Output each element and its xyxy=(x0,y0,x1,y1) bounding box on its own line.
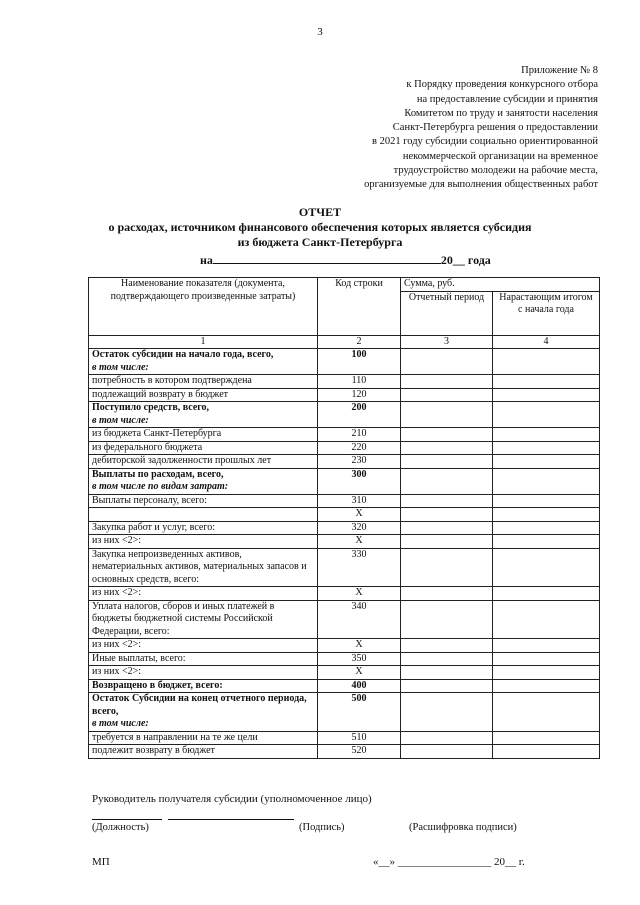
row-name-text: Закупка работ и услуг, всего: xyxy=(92,521,215,533)
row-name xyxy=(89,402,318,428)
annex-line: некоммерческой организации на временное xyxy=(402,150,598,162)
row-name xyxy=(89,455,318,469)
row-code: X xyxy=(318,535,401,549)
annex-block xyxy=(298,64,598,193)
table-row xyxy=(89,455,600,469)
row-cumulative-value xyxy=(493,349,600,375)
row-cumulative-value xyxy=(493,666,600,680)
row-reported-value xyxy=(401,535,493,549)
row-reported-value xyxy=(401,548,493,587)
row-reported-value xyxy=(401,693,493,732)
row-cumulative-value xyxy=(493,441,600,455)
row-code: 520 xyxy=(318,745,401,759)
report-period xyxy=(200,253,491,268)
row-cumulative-value xyxy=(493,548,600,587)
table-row xyxy=(89,548,600,587)
row-name-text: Остаток Субсидии на конец отчетного периода, всего, xyxy=(92,693,307,717)
row-code: X xyxy=(318,587,401,601)
row-cumulative-value xyxy=(493,388,600,402)
row-code: X xyxy=(318,508,401,522)
annex-line: на предоставление субсидии и принятия xyxy=(416,93,598,105)
row-cumulative-value xyxy=(493,402,600,428)
page-number: 3 xyxy=(317,26,323,38)
row-code: 300 xyxy=(318,468,401,494)
header-num-3: 3 xyxy=(401,335,493,349)
row-name xyxy=(89,468,318,494)
annex-line: Санкт-Петербурга решения о предоставлении xyxy=(392,122,598,134)
row-name xyxy=(89,652,318,666)
table-row xyxy=(89,375,600,389)
row-reported-value xyxy=(401,508,493,522)
row-name-text: из них <2>: xyxy=(92,639,142,650)
row-name-text: потребность в котором подтверждена xyxy=(92,375,252,386)
annex-line: к Порядку проведения конкурсного отбора xyxy=(406,79,598,91)
row-name-text: Поступило средств, всего, xyxy=(92,402,210,413)
row-name-text: Возвращено в бюджет, всего: xyxy=(92,679,223,691)
row-code: 210 xyxy=(318,428,401,442)
row-code: 400 xyxy=(318,679,401,693)
table-row xyxy=(89,600,600,639)
row-name xyxy=(89,731,318,745)
row-reported-value xyxy=(401,375,493,389)
row-code: X xyxy=(318,639,401,653)
row-reported-value xyxy=(401,468,493,494)
stamp-place: МП xyxy=(92,856,110,868)
row-code: 510 xyxy=(318,731,401,745)
position-line xyxy=(92,819,162,820)
row-code: 230 xyxy=(318,455,401,469)
row-cumulative-value xyxy=(493,468,600,494)
row-reported-value xyxy=(401,441,493,455)
row-cumulative-value xyxy=(493,375,600,389)
row-name xyxy=(89,388,318,402)
report-table xyxy=(88,277,600,759)
table-row xyxy=(89,587,600,601)
row-cumulative-value xyxy=(493,679,600,693)
row-name-text: дебиторской задолженности прошлых лет xyxy=(92,455,272,466)
header-num-4: 4 xyxy=(493,335,600,349)
row-code: 110 xyxy=(318,375,401,389)
row-name-text: из них <2>: xyxy=(92,666,142,677)
row-cumulative-value xyxy=(493,428,600,442)
row-name xyxy=(89,375,318,389)
position-caption: (Должность) xyxy=(92,822,149,833)
row-reported-value xyxy=(401,731,493,745)
row-name-text: из бюджета Санкт-Петербурга xyxy=(92,428,222,439)
row-cumulative-value xyxy=(493,693,600,732)
row-name xyxy=(89,745,318,759)
row-name xyxy=(89,600,318,639)
row-cumulative-value xyxy=(493,521,600,535)
sign-caption: (Подпись) xyxy=(299,822,345,833)
annex-line: организуемые для выполнения общественных работ xyxy=(364,179,598,191)
header-sum: Сумма, руб. xyxy=(401,278,600,292)
row-name-text: Остаток субсидии на начало года, всего, xyxy=(92,349,274,360)
row-name xyxy=(89,508,318,522)
annex-line: Приложение № 8 xyxy=(521,65,598,76)
row-reported-value xyxy=(401,349,493,375)
table-row xyxy=(89,535,600,549)
row-sub-text: в том числе: xyxy=(92,414,149,426)
table-row xyxy=(89,402,600,428)
row-cumulative-value xyxy=(493,494,600,508)
row-code: X xyxy=(318,666,401,680)
row-cumulative-value xyxy=(493,535,600,549)
row-name-text: Уплата налогов, сборов и иных платежей в бюджеты бюджетной системы Российской Федерации, всего: xyxy=(92,600,275,637)
table-row xyxy=(89,693,600,732)
period-suffix: 20__ года xyxy=(440,253,491,267)
row-name xyxy=(89,494,318,508)
row-cumulative-value xyxy=(493,745,600,759)
row-reported-value xyxy=(401,587,493,601)
row-code: 200 xyxy=(318,402,401,428)
row-name xyxy=(89,639,318,653)
table-row xyxy=(89,428,600,442)
table-row xyxy=(89,468,600,494)
row-reported-value xyxy=(401,455,493,469)
annex-line: трудоустройство молодежи на рабочие места, xyxy=(393,165,598,177)
table-row xyxy=(89,679,600,693)
row-cumulative-value xyxy=(493,639,600,653)
row-code: 120 xyxy=(318,388,401,402)
row-code: 340 xyxy=(318,600,401,639)
report-subtitle-1: о расходах, источником финансового обеспечения которых является субсидия xyxy=(108,220,532,234)
row-reported-value xyxy=(401,745,493,759)
row-name xyxy=(89,521,318,535)
row-reported-value xyxy=(401,666,493,680)
row-name xyxy=(89,666,318,680)
row-name-text: из них <2>: xyxy=(92,587,142,598)
table-row xyxy=(89,494,600,508)
row-code: 220 xyxy=(318,441,401,455)
annex-line: в 2021 году субсидии социально ориентированной xyxy=(372,136,598,148)
header-cumulative: Нарастающим итогом с начала года xyxy=(493,291,600,335)
row-code: 350 xyxy=(318,652,401,666)
row-reported-value xyxy=(401,402,493,428)
row-cumulative-value xyxy=(493,587,600,601)
row-sub-text: в том числе: xyxy=(92,361,149,373)
row-sub-text: в том числе: xyxy=(92,718,149,729)
report-title: ОТЧЕТ xyxy=(298,205,342,219)
row-cumulative-value xyxy=(493,455,600,469)
row-reported-value xyxy=(401,388,493,402)
row-reported-value xyxy=(401,428,493,442)
header-reported: Отчетный период xyxy=(401,291,493,335)
row-name-text: требуется в направлении на те же цели xyxy=(92,731,258,743)
row-code: 330 xyxy=(318,548,401,587)
row-name xyxy=(89,428,318,442)
row-name-text: из них <2>: xyxy=(92,535,142,546)
row-cumulative-value xyxy=(493,731,600,745)
row-code: 320 xyxy=(318,521,401,535)
row-name-text: подлежащий возврату в бюджет xyxy=(92,388,229,400)
header-name: Наименование показателя (документа, подтверждающего произведенные затраты) xyxy=(89,278,318,336)
signature-lead: Руководитель получателя субсидии (уполномоченное лицо) xyxy=(92,793,372,805)
table-row xyxy=(89,521,600,535)
row-name-text: Иные выплаты, всего: xyxy=(92,652,186,664)
table-row xyxy=(89,388,600,402)
row-name xyxy=(89,535,318,549)
row-cumulative-value xyxy=(493,652,600,666)
table-row xyxy=(89,349,600,375)
row-name xyxy=(89,349,318,375)
row-reported-value xyxy=(401,494,493,508)
row-code: 310 xyxy=(318,494,401,508)
report-subtitle-2: из бюджета Санкт-Петербурга xyxy=(237,235,403,249)
row-name xyxy=(89,548,318,587)
row-code: 500 xyxy=(318,693,401,732)
row-sub-text: в том числе по видам затрат: xyxy=(92,481,229,492)
table-row xyxy=(89,652,600,666)
row-reported-value xyxy=(401,679,493,693)
decode-caption: (Расшифровка подписи) xyxy=(409,822,517,833)
row-cumulative-value xyxy=(493,600,600,639)
period-blank-line xyxy=(213,253,441,264)
table-body xyxy=(89,349,600,759)
table-row xyxy=(89,666,600,680)
row-reported-value xyxy=(401,521,493,535)
row-code: 100 xyxy=(318,349,401,375)
period-prefix: на xyxy=(200,253,213,267)
row-name-text: из федерального бюджета xyxy=(92,441,203,453)
row-name-text: Выплаты по расходам, всего, xyxy=(92,468,224,480)
header-num-2: 2 xyxy=(318,335,401,349)
row-name-text: Выплаты персоналу, всего: xyxy=(92,494,207,506)
table-row xyxy=(89,508,600,522)
annex-line: Комитетом по труду и занятости населения xyxy=(404,107,598,119)
signature-date: «__» _________________ 20__ г. xyxy=(373,856,525,868)
row-name-text: Закупка непроизведенных активов, нематериальных активов, материальных запасов и основных средств, всего: xyxy=(92,548,307,585)
row-reported-value xyxy=(401,652,493,666)
table-row xyxy=(89,639,600,653)
row-name xyxy=(89,441,318,455)
sign-line xyxy=(168,819,294,820)
table-row xyxy=(89,745,600,759)
row-reported-value xyxy=(401,639,493,653)
row-name xyxy=(89,679,318,693)
header-num-1: 1 xyxy=(89,335,318,349)
row-name xyxy=(89,587,318,601)
table-row xyxy=(89,441,600,455)
row-name xyxy=(89,693,318,732)
table-row xyxy=(89,731,600,745)
row-name-text: подлежит возврату в бюджет xyxy=(92,745,215,756)
row-reported-value xyxy=(401,600,493,639)
header-code: Код строки xyxy=(318,278,401,336)
row-cumulative-value xyxy=(493,508,600,522)
